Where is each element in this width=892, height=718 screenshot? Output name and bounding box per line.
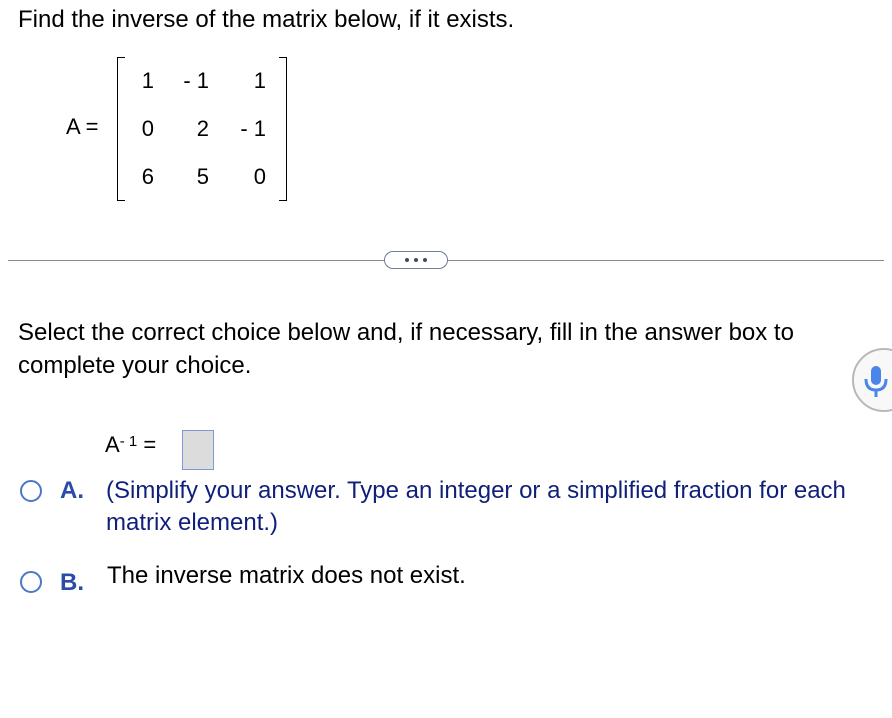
- matrix-cell: 2: [196, 116, 209, 141]
- answer-input-box[interactable]: [182, 430, 214, 470]
- matrix-cell: 0: [141, 116, 154, 141]
- dot-icon: [405, 258, 409, 262]
- matrix-cell: 1: [253, 68, 266, 93]
- matrix-right-bracket: [279, 57, 287, 201]
- option-a-text: (Simplify your answer. Type an integer or a simplified fraction for each matrix element.): [106, 477, 846, 536]
- option-b-radio[interactable]: [20, 571, 42, 593]
- equals-sign: =: [143, 432, 157, 457]
- dot-icon: [414, 258, 418, 262]
- matrix-label: A =: [66, 114, 99, 139]
- microphone-icon: [862, 365, 890, 399]
- more-options-button[interactable]: [384, 251, 448, 269]
- matrix-cell: - 1: [240, 116, 266, 141]
- question-text: Find the inverse of the matrix below, if it exists.: [18, 6, 515, 33]
- dot-icon: [423, 258, 427, 262]
- option-b-letter: B.: [60, 569, 84, 596]
- option-a-letter: A.: [60, 477, 84, 504]
- instruction-text: Select the correct choice below and, if necessary, fill in the answer box to complete your choice.: [18, 319, 794, 379]
- matrix-cell: 6: [141, 164, 154, 189]
- matrix-cell: - 1: [183, 68, 209, 93]
- matrix-cell: 0: [253, 164, 266, 189]
- matrix-cell: 1: [141, 68, 154, 93]
- option-b-text: The inverse matrix does not exist.: [107, 562, 466, 589]
- inverse-label: [105, 430, 156, 463]
- option-a-radio[interactable]: [20, 480, 42, 502]
- matrix-cell: 5: [196, 164, 209, 189]
- inverse-base: A: [105, 432, 120, 457]
- inverse-exponent: - 1: [119, 433, 138, 450]
